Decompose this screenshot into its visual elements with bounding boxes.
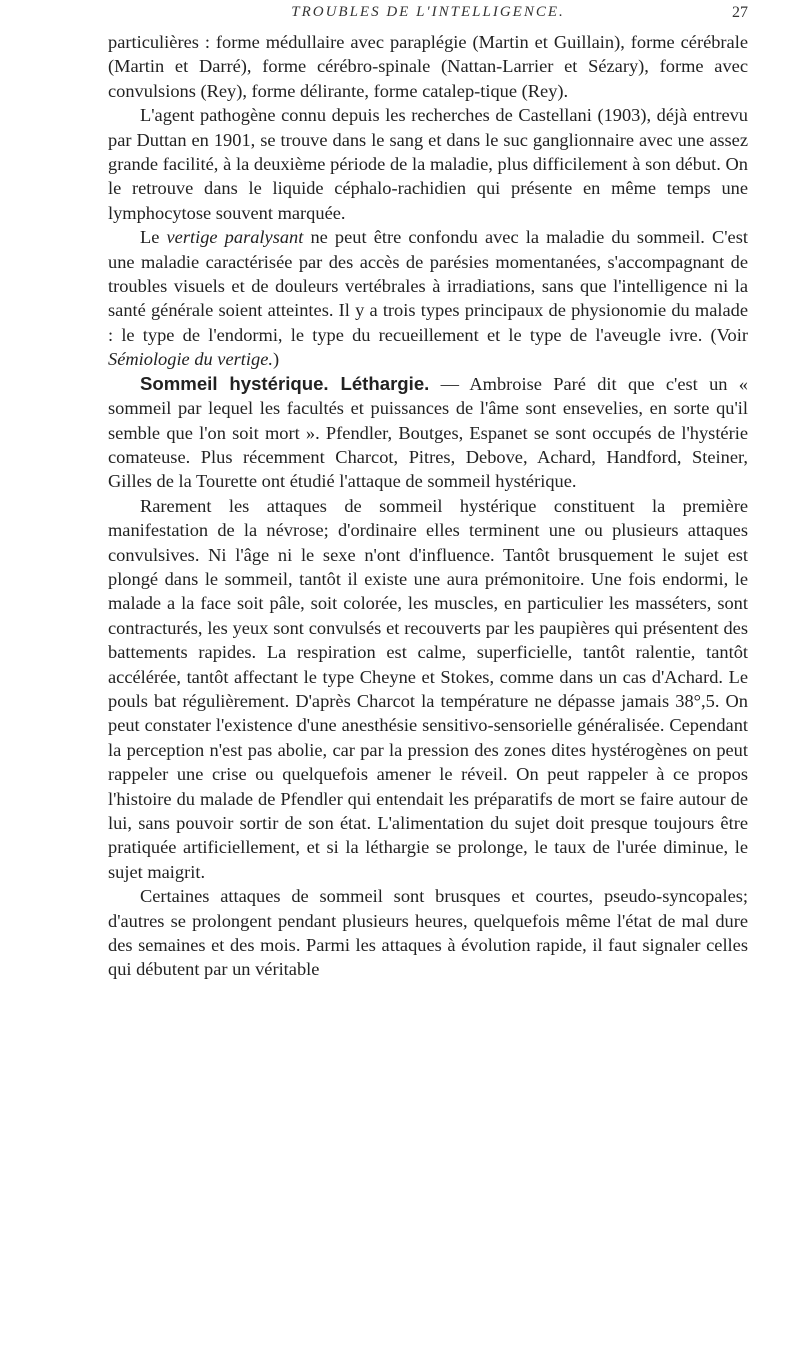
paragraph-3: [108, 225, 748, 371]
paragraph-4: [108, 372, 748, 494]
paragraph-2: L'agent pathogène connu depuis les recherches de Castellani (1903), déjà entrevu par Duttan en 1901, se trouve dans le sang et dans le suc ganglionnaire avec une assez grande facilité, à la deuxième période de la maladie, plus difficilement à son début. On le retrouve dans le liquide céphalo-rachidien qui présente en même temps une lymphocytose souvent marquée.: [108, 105, 748, 223]
running-head: [108, 4, 748, 26]
paragraph-5: Rarement les attaques de sommeil hystérique constituent la première manifestation de la névrose; d'ordinaire elles terminent une ou plusieurs attaques convulsives. Ni l'âge ni le sexe n'ont d'influence. Tantôt brusquement le sujet est plongé dans le sommeil, tantôt il existe une aura prémonitoire. Une fois endormi, le malade a la face soit pâle, soit colorée, les muscles, en particulier les masséters, sont contracturés, les yeux sont convulsés et recouverts par les paupières qui présentent des battements rapides. La respiration est calme, superficielle, tantôt ralentie, tantôt accélérée, tantôt affectant le type Cheyne et Stokes, comme dans un cas d'Achard. Le pouls bat régulièrement. D'après Charcot la température ne dépasse jamais 38°,5. On peut constater l'existence d'une anesthésie sensitivo-sensorielle généralisée. Cependant la perception n'est pas abolie, car par la pression des zones dites hystérogènes on peut rappeler une crise ou quelquefois amener le réveil. On peut rappeler à ce propos l'histoire du malade de Pfendler qui entendait les préparatifs de mort se faire autour de lui, sans pouvoir sortir de son état. L'alimentation du sujet doit presque toujours être pratiquée artificiellement, et si la léthargie se prolonge, le taux de l'urée diminue, le sujet maigrit.: [108, 495, 748, 882]
paragraph-3-body: ne peut être confondu avec la maladie du sommeil. C'est une maladie caractérisée par des accès de parésies momentanées, s'accompagnant de troubles visuels et de douleurs vertébrales à irradiations, sans que l'intelligence ni la santé générale soient atteintes. Il y a trois types principaux de physionomie du malade : le type de l'endormi, le type du recueillement et le type de l'aveugle ivre. (Voir: [108, 227, 748, 345]
running-head-title: TROUBLES DE L'INTELLIGENCE.: [291, 4, 565, 20]
paragraph-1: particulières : forme médullaire avec paraplégie (Martin et Guillain), forme cérébrale (Martin et Darré), forme cérébro-spinale (Nattan-Larrier et Sézary), forme avec convulsions (Rey), forme délirante, forme catalep-tique (Rey).: [108, 32, 748, 101]
section-heading-sommeil-hysterique: Sommeil hystérique. Léthargie.: [140, 372, 430, 394]
body-text: [108, 30, 748, 982]
reference-semiologie-du-vertige: Sémiologie du vertige.: [108, 349, 273, 370]
paragraph-4-body: — Ambroise Paré dit que c'est un « sommeil par lequel les facultés et puissances de l'âme sont ensevelies, en sorte qu'il semble que l'on soit mort ». Pfendler, Boutges, Espanet se sont occupés de l'hystérie comateuse. Plus récemment Charcot, Pitres, Debove, Achard, Handford, Steiner, Gilles de la Tourette ont étudié l'attaque de sommeil hystérique.: [108, 373, 748, 492]
term-vertige-paralysant: vertige paralysant: [166, 227, 304, 248]
paragraph-3-lead: Le: [140, 227, 167, 248]
paragraph-6: Certaines attaques de sommeil sont brusques et courtes, pseudo-syncopales; d'autres se prolongent pendant plusieurs heures, quelquefois même l'état de mal dure des semaines et des mois. Parmi les attaques à évolution rapide, il faut signaler celles qui débutent par un véritable: [108, 886, 748, 980]
paragraph-3-close: ): [272, 349, 280, 370]
page-number: 27: [732, 4, 748, 21]
